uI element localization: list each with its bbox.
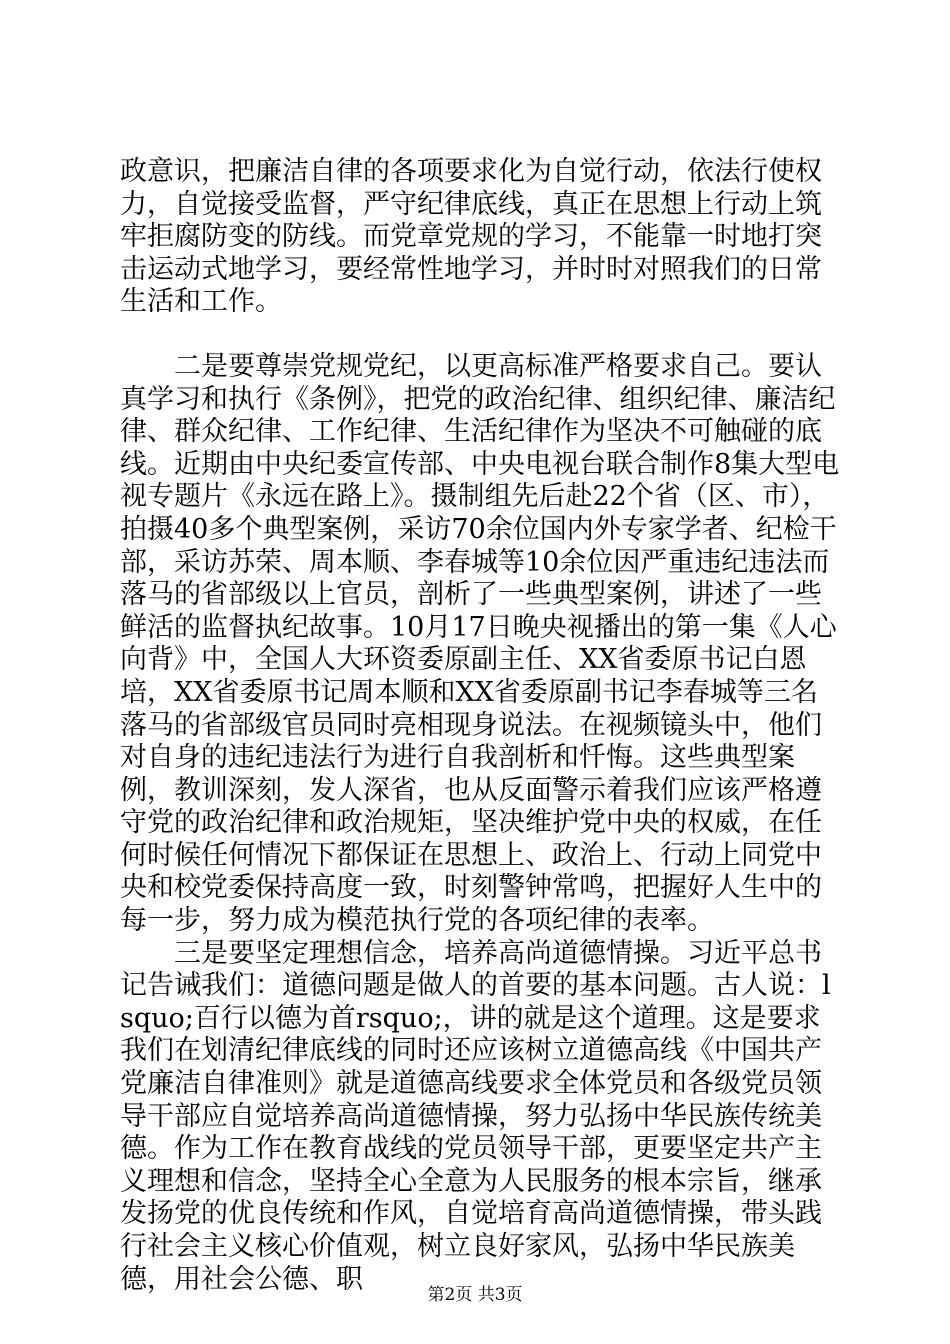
paragraph-point-two: 二是要尊崇党规党纪，以更高标准严格要求自己。要认真学习和执行《条例》，把党的政治纪律、组织纪律、廉洁纪律、群众纪律、工作纪律、生活纪律作为坚决不可触碰的底线。近期由中央纪委宣传部、中央电视台联合制作8集大型电视专题片《永远在路上》。摄制组先后赴22个省（区、市），拍摄40多个典型案例，采访70余位国内外专家学者、纪检干部，采访苏荣、周本顺、李春城等10余位因严重违纪违法而落马的省部级以上官员，剖析了一些典型案例，讲述了一些鲜活的监督执纪故事。10月17日晚央视播出的第一集《人心向背》中，全国人大环资委原副主任、XX省委原书记白恩培，XX省委原书记周本顺和XX省委原副书记李春城等三名落马的省部级官员同时亮相现身说法。在视频镜头中，他们对自身的违纪违法行为进行自我剖析和忏悔。这些典型案例，教训深刻，发人深省，也从反面警示着我们应该严格遵守党的政治纪律和政治规矩，坚决维护党中央的权威，在任何时候任何情况下都保证在思想上、政治上、行动上同党中央和校党委保持高度一致，时刻警钟常鸣，把握好人生中的每一步，努力成为模范执行党的各项纪律的表率。	[120, 350, 840, 937]
paragraph-continuation: 政意识，把廉洁自律的各项要求化为自觉行动，依法行使权力，自觉接受监督，严守纪律底线，真正在思想上行动上筑牢拒腐防变的防线。而党章党规的学习，不能靠一时地打突击运动式地学习，要经常性地学习，并时时对照我们的日常生活和工作。	[120, 156, 822, 318]
document-body	[120, 156, 840, 1296]
paragraph-point-three: 三是要坚定理想信念，培养高尚道德情操。习近平总书记告诫我们：道德问题是做人的首要的基本问题。古人说：lsquo;百行以德为首rsquo;，讲的就是这个道理。这是要求我们在划清纪律底线的同时还应该树立道德高线《中国共产党廉洁自律准则》就是道德高线要求全体党员和各级党员领导干部应自觉培养高尚道德情操，努力弘扬中华民族传统美德。作为工作在教育战线的党员领导干部，更要坚定共产主义理想和信念，坚持全心全意为人民服务的根本宗旨，继承发扬党的优良传统和作风，自觉培育高尚道德情操，带头践行社会主义核心价值观，树立良好家风，弘扬中华民族美德，用社会公德、职	[120, 937, 831, 1295]
page-number-footer: 第2页 共3页	[427, 1285, 523, 1305]
